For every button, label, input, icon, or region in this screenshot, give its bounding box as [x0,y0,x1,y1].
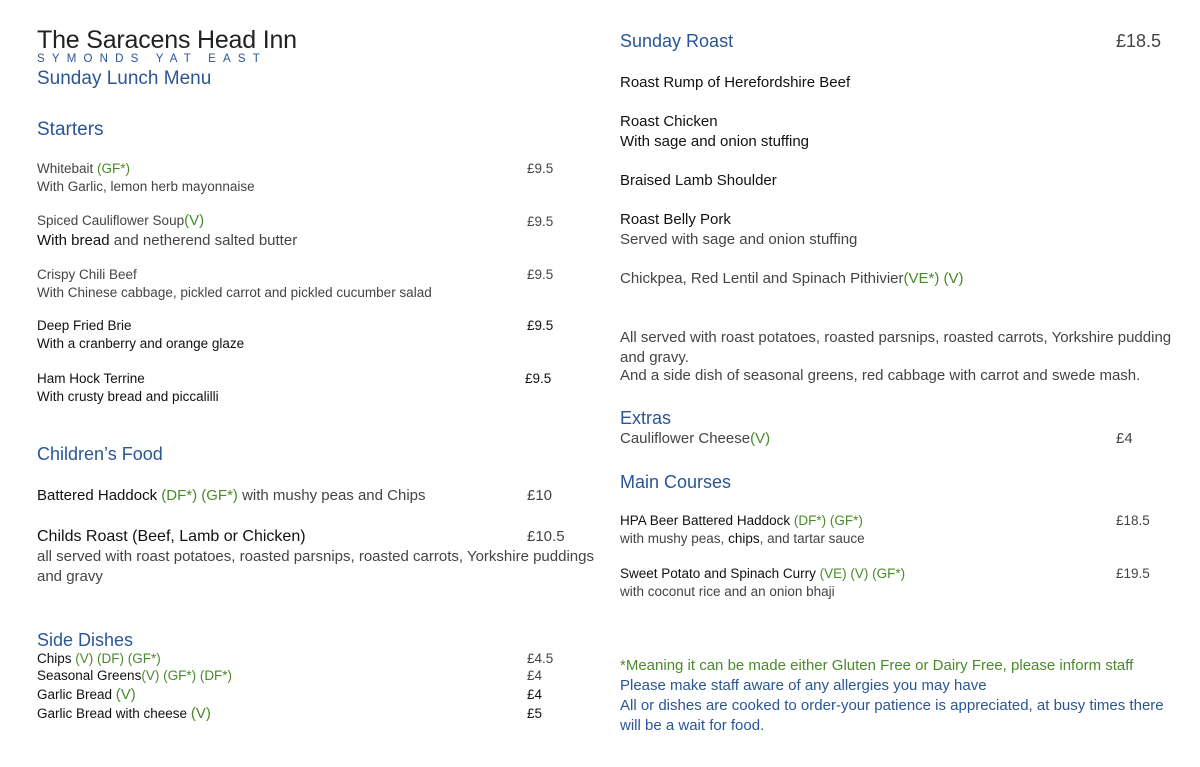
side-item [37,686,136,703]
item-name: Ham Hock Terrine [37,371,145,386]
item-price: £5 [527,706,543,721]
description-rest: and netherend salted butter [113,232,298,249]
item-description: With Garlic, lemon herb mayonnaise [37,179,255,194]
dietary-tags: (DF*) (GF*) [161,487,238,504]
starter-item [37,212,204,229]
item-price: £9.5 [525,371,552,386]
sunday-roast-price: £18.5 [1116,31,1162,51]
roast-item [620,270,964,287]
main-item [620,566,905,581]
item-price: £4 [527,687,543,702]
roast-note-sides: And a side dish of seasonal greens, red cabbage with carrot and swede mash. [620,367,1141,384]
roast-item: Roast Belly Pork [620,211,731,228]
item-price: £10.5 [527,528,565,545]
dietary-tags: (DF*) (GF*) [793,513,863,528]
side-dishes-heading: Side Dishes [37,630,134,650]
item-name: Battered Haddock [37,487,158,504]
roast-note: All served with roast potatoes, roasted parsnips, roasted carrots, Yorkshire pudding and gravy. [620,329,1172,366]
cooking-note: All or dishes are cooked to order-your patience is appreciated, at busy times there will be a wait for food. [620,697,1164,734]
dietary-tags: (V) [115,686,136,703]
restaurant-location: SYMONDS YAT EAST [37,53,268,65]
dietary-tags: (VE) (V) (GF*) [819,566,906,581]
dietary-tags: (V) [750,430,771,447]
starters-heading: Starters [37,119,104,140]
item-name: Garlic Bread with cheese [37,706,188,721]
item-description [620,531,865,546]
item-name: Deep Fried Brie [37,318,132,333]
dietary-tags: (V) (DF) (GF*) [75,651,161,666]
item-description: all served with roast potatoes, roasted parsnips, roasted carrots, Yorkshire puddings and gravy [37,548,594,585]
item-name: Crispy Chili Beef [37,267,137,282]
dietary-tags: (VE*) (V) [903,270,964,287]
roast-item: Roast Chicken [620,113,718,130]
starter-item [37,161,130,176]
dietary-footnote: *Meaning it can be made either Gluten Free or Dairy Free, please inform staff [620,657,1134,674]
item-name: Spiced Cauliflower Soup [37,213,185,228]
item-description: With crusty bread and piccalilli [37,389,219,404]
item-name: Cauliflower Cheese [620,430,751,447]
item-description: with coconut rice and an onion bhaji [620,584,835,599]
description-bold: With bread [37,232,110,249]
item-price: £4 [527,668,543,683]
item-price: £4 [1116,430,1133,447]
description-pre: with mushy peas, [620,531,725,546]
item-name: HPA Beer Battered Haddock [620,513,791,528]
description-bold: chips [728,531,760,546]
item-name: Childs Roast (Beef, Lamb or Chicken) [37,528,306,545]
item-price: £9.5 [527,161,554,176]
side-item [37,705,211,722]
extras-item [620,430,770,447]
dietary-tags: (V) [190,705,211,722]
dietary-tags: (V) (GF*) (DF*) [141,668,233,683]
item-description [37,232,297,249]
description-rest: , and tartar sauce [759,531,865,546]
sunday-roast-heading: Sunday Roast [620,31,734,51]
item-description: Served with sage and onion stuffing [620,231,858,248]
side-item [37,651,161,666]
item-description: With a cranberry and orange glaze [37,336,245,351]
item-name: Sweet Potato and Spinach Curry [620,566,816,581]
item-price: £10 [527,487,553,504]
item-description: with mushy peas and Chips [242,487,426,504]
item-name: Garlic Bread [37,687,113,702]
item-name: Whitebait [37,161,94,176]
side-item [37,668,232,683]
item-description: With Chinese cabbage, pickled carrot and pickled cucumber salad [37,285,432,300]
main-item [620,513,863,528]
item-price: £18.5 [1116,513,1150,528]
main-courses-heading: Main Courses [620,472,732,492]
allergy-note: Please make staff aware of any allergies you may have [620,677,987,694]
item-name: Chips [37,651,72,666]
dietary-tags: (GF*) [97,161,131,176]
restaurant-title: The Saracens Head Inn [37,26,297,54]
item-name: Seasonal Greens [37,668,142,683]
menu-title: Sunday Lunch Menu [37,68,212,89]
item-name: Chickpea, Red Lentil and Spinach Pithivier [620,270,904,287]
roast-item: Roast Rump of Herefordshire Beef [620,74,851,91]
item-price: £9.5 [527,267,554,282]
item-price: £9.5 [527,214,554,229]
item-description: With sage and onion stuffing [620,133,810,150]
roast-item: Braised Lamb Shoulder [620,172,777,189]
item-price: £9.5 [527,318,554,333]
extras-heading: Extras [620,408,672,428]
children-item [37,487,426,504]
item-price: £4.5 [527,651,554,666]
dietary-tags: (V) [184,212,205,229]
childrens-food-heading: Children’s Food [37,444,163,464]
item-price: £19.5 [1116,566,1150,581]
